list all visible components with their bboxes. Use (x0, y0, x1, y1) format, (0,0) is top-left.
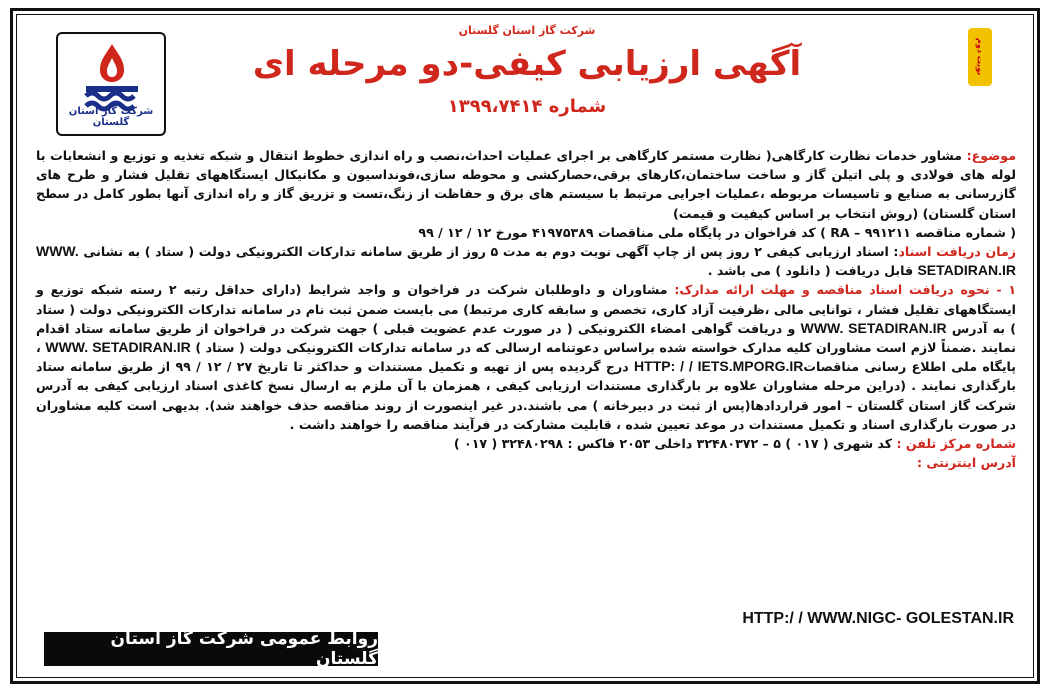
iets-link[interactable]: HTTP: / / IETS.MPORG.IR (634, 358, 804, 375)
receive-time-label: زمان دریافت اسناد (898, 244, 1017, 260)
company-name-header: شرکت گاز استان گلستان (458, 24, 596, 37)
notice-title: آگهی ارزیابی کیفی-دو مرحله ای (252, 44, 802, 84)
second-notice-text: نوبت دوم (975, 38, 985, 76)
tender-info-line: ( شماره مناقصه ۹۹۱۲۱۱ – RA ) کد فراخوان در پایگاه ملی مناقصات ۴۱۹۷۵۳۸۹ مورخ ۱۲ / ۱۲ / ۹۹ (418, 224, 1016, 240)
method-text-4: درج گردیده پس از تهیه و تکمیل مستندات و حداکثر تا تاریخ ۲۷ / ۱۲ / ۹۹ از طریق سامانه ستاد بارگذاری نمایند . (دراین مرحله مشاوران علاوه بر بارگذاری مستندات ارزیابی کیفی ، همزمان با آن ملزم به ارسال نسخ کاغذی اسناد ارزیابی کیفی به آدرس شرکت گاز استان گلستان – امور قراردادها(پس از ثبت در دبیرخانه ) می باشند.در غیر اینصورت از روند مناقصه حذف خواهند شد). بدیهی است کلیه مشاوران در صورت بارگذاری اسناد و تکمیل مستندات در موعد تعیین شده ، قابلیت مشارکت در فرآیند مناقصه را خواهند داشت . (36, 359, 1016, 432)
phone-label: شماره مرکز تلفن : (896, 436, 1016, 452)
public-relations-banner (44, 629, 378, 669)
notice-number: شماره ۱۳۹۹،۷۴۱۴ (447, 96, 607, 117)
setad-link[interactable]: WWW. SETADIRAN.IR (36, 243, 1016, 279)
method-label: ۱ - نحوه دریافت اسناد مناقصه و مهلت ارائه مدارک: (674, 282, 1016, 298)
internet-label: آدرس اینترنتی : (917, 455, 1016, 471)
internet-paragraph (36, 453, 1016, 472)
receive-time-text-1: : اسناد ارزیابی کیفی ۲ روز پس از چاپ آگهی نوبت دوم به مدت ۵ روز از طریق سامانه تدارکات الکترونیکی دولت ( ستاد ) به نشانی (78, 244, 899, 260)
receive-time-paragraph (36, 242, 1016, 280)
subject-paragraph (36, 146, 1016, 223)
method-paragraph (36, 280, 1016, 434)
method-text-1: مشاوران و داوطلبان شرکت در فراخوان و واجد شرایط (دارای حداقل رتبه ۲ رسته شبکه توزیع و ایستگاههای تقلیل فشار ، توانایی مالی ،ظرفیت آزاد کاری، تخصص و سابقه کاری مرتبط) می بایست ضمن ثبت نام در سامانه تدارکات الکترونیکی دولت ( ستاد ) به آدرس (36, 282, 1016, 336)
setad-link-2[interactable]: WWW. SETADIRAN.IR (800, 319, 947, 336)
company-website-link[interactable]: HTTP:/ / WWW.NIGC- GOLESTAN.IR (742, 610, 1014, 627)
setad-link-3[interactable]: WWW. SETADIRAN.IR (45, 339, 191, 356)
subject-label: موضوع: (966, 148, 1016, 163)
phone-paragraph (36, 434, 1016, 453)
logo-caption: شرکت گاز استان گلستان (68, 106, 154, 128)
phone-text: کد شهری ( ۰۱۷ ) ۵ – ۳۲۴۸۰۳۷۲ داخلی ۲۰۵۳ فاکس : ۳۲۴۸۰۲۹۸ ( ۰۱۷ ) (453, 436, 897, 452)
receive-time-text-2: قابل دریافت ( دانلود ) می باشد . (707, 263, 918, 279)
method-text-3: ، پایگاه ملی اطلاع رسانی مناقصات (36, 340, 1017, 375)
method-text-2: و دریافت گواهی امضاء الکترونیکی ( در صورت عدم عضویت قبلی ) جهت شرکت در فراخوان از طریق سامانه ستاد اقدام نمایند .ضمناً لازم است مشاوران کلیه مدارک خواسته شده براساس دعوتنامه ارسالی که در سامانه تدارکات الکترونیکی دولت ( ستاد ) (36, 320, 1017, 356)
public-relations-text: روابط عمومی شرکت گاز استان گلستان (110, 629, 378, 669)
subject-text: مشاور خدمات نظارت کارگاهی( نظارت مستمر کارگاهی بر اجرای عملیات احداث،نصب و راه اندازی خطوط انتقال و شبکه تغذیه و توزیع و انشعابات با لوله های فولادی و پلی اتیلن گاز و ساخت ساختمان،کارهای برقی،حصارکشی و محوطه سازی،فونداسیون و مکانیکال ایستگاههای تقلیل فشار و طرح های گازرسانی به صنایع و تاسیسات مربوطه ،عملیات اجرایی مرتبط با سیستم های برق و حفاظت از زنگ،تست و تزریق گاز و راه اندازی آنها بطور کامل در سطح استان گلستان) (روش انتخاب بر اساس کیفیت و قیمت) (36, 148, 1016, 221)
notice-body (36, 146, 1016, 472)
